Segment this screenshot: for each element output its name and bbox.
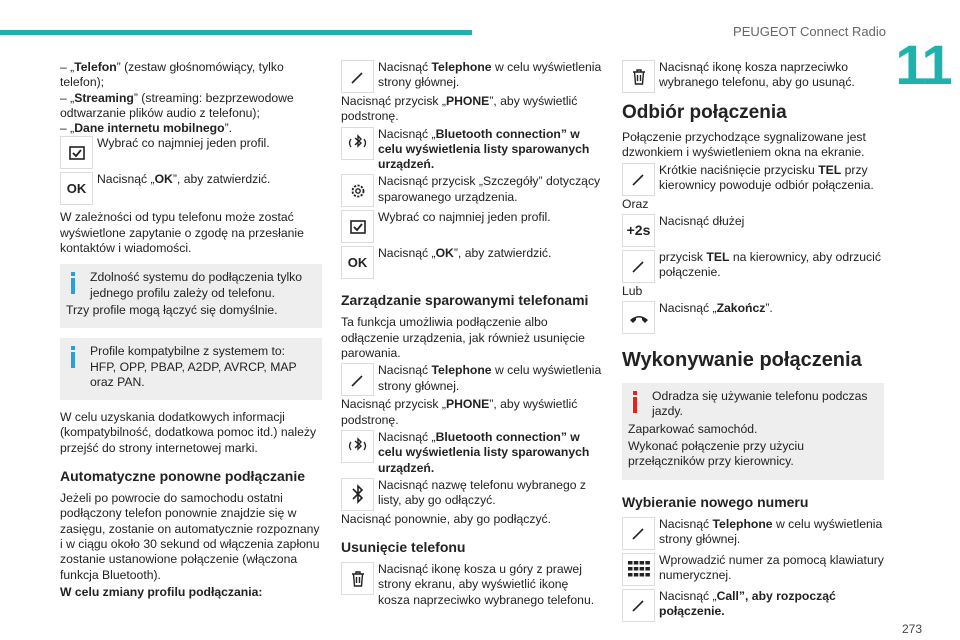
bluetooth-signal-icon <box>341 127 374 160</box>
trash-icon <box>341 562 374 595</box>
step-select-profile-2: Wybrać co najmniej jeden profil. <box>341 210 603 244</box>
pen-icon <box>622 517 655 550</box>
trash-icon <box>622 60 655 93</box>
oraz-label: Oraz <box>622 196 649 211</box>
step-tel-reject: przycisk TEL na kierownicy, aby odrzucić połączenie. <box>622 250 884 281</box>
receive-call-text: Połączenie przychodzące sygnalizowane jest dzwonkiem i wyświetleniem okna na ekranie. <box>622 130 866 160</box>
section-heading-manage-paired: Zarządzanie sparowanymi telefonami <box>341 292 589 309</box>
checklist-icon <box>341 210 374 243</box>
step-details: Nacisnąć przycisk „Szczegóły” dotyczący sparowanego urządzenia. <box>341 174 603 208</box>
profile-bullet-dane: – „Dane internetu mobilnego”. <box>60 121 233 136</box>
warning-note-driving: Odradza się używanie telefonu podczas jazdy. Zaparkować samochód. Wykonać połączenie przy użyciu przełączników przy kierownicy. <box>622 383 884 479</box>
manage-paired-text: Ta funkcja umożliwia podłączenie albo odłączenie urządzenia, jak również usunięcie parowania. <box>341 315 585 361</box>
step-telephone: Nacisnąć Telephone w celu wyświetlenia strony głównej. <box>341 60 603 91</box>
warning-icon <box>630 391 640 415</box>
ok-icon: OK <box>60 172 93 205</box>
chapter-number: 11 <box>886 35 960 95</box>
info-note-profiles: Zdolność systemu do podłączenia tylko jednego profilu zależy od telefonu. Trzy profile mogą łączyć się domyślnie. <box>60 264 322 328</box>
column-1 <box>60 60 322 602</box>
pen-icon <box>341 60 374 93</box>
section-heading-dial-number: Wybieranie nowego numeru <box>622 493 809 510</box>
column-2: Nacisnąć Telephone w celu wyświetlenia strony głównej. Nacisnąć przycisk „PHONE”, aby wyświetlić podstronę. Nacisnąć „Bluetooth connection” w celu wyświetlenia listy sparowanych urządzeń. Nacisnąć przycisk „Szczegóły” dotyczący sparowanego urządzenia. Wybrać co najmniej jeden profil. OK Nacisnąć „OK”, aby zatwierdzić. Zarządzanie sparowanymi telefonami Ta funkcja umożliwia podłączenie albo odłączenie urządzenia, jak również usunięcie parowania. Nacisnąć Telephone w celu wyświetlenia strony głównej. Nacisnąć przycisk „PHONE”, aby wyświetlić podstronę. Nacisnąć „Bluetooth connection” w celu wyświetlenia listy sparowanych urządzeń. Nacisnąć nazwę telefonu wybranego z listy, aby go odłączyć. Nacisnąć ponownie, aby go podłączyć. Usunięcie telefonu Nacisnąć ikonę kosza u góry z prawej strony ekranu, aby wyświetlić ikonę kosza naprzeciwko wybranego telefonu. <box>341 60 602 607</box>
step-keypad: Wprowadzić numer za pomocą klawiatury numerycznej. <box>622 553 884 587</box>
section-heading-delete-phone: Usunięcie telefonu <box>341 539 466 556</box>
step-select-profile: Wybrać co najmniej jeden profil. <box>60 136 322 170</box>
auto-reconnect-text: Jeżeli po powrocie do samochodu ostatni podłączony telefon ponownie znajdzie się w zasięgu, zostanie on automatycznie rozpoznany i w ciągu około 30 sekund od włączenia zapłonu zostanie ustanowione połączenie (włączona funkcja Bluetooth). <box>60 491 320 582</box>
step-bluetooth-connection: Nacisnąć „Bluetooth connection” w celu wyświetlenia listy sparowanych urządzeń. <box>341 127 603 173</box>
info-icon <box>68 346 78 370</box>
step-telephone-2: Nacisnąć Telephone w celu wyświetlenia strony głównej. <box>341 363 603 394</box>
step-call: Nacisnąć „Call”, aby rozpocząć połączenie. <box>622 589 884 623</box>
keypad-icon <box>622 553 655 586</box>
page-number: 273 <box>901 622 922 636</box>
step-telephone-3: Nacisnąć Telephone w celu wyświetlenia strony głównej. <box>622 517 884 551</box>
bluetooth-signal-icon <box>341 430 374 463</box>
section-heading-make-call: Wykonywanie połączenia <box>622 349 862 372</box>
step-confirm-ok: OK Nacisnąć „OK”, aby zatwierdzić. <box>60 172 322 206</box>
pen-icon <box>622 250 655 283</box>
more-info-text: W celu uzyskania dodatkowych informacji (kompatybilność, dodatkowa pomoc itd.) należy przejść do strony internetowej marki. <box>60 410 317 455</box>
step-trash-phone: Nacisnąć ikonę kosza naprzeciwko wybranego telefonu, aby go usunąć. <box>622 60 884 94</box>
pen-icon <box>622 589 655 622</box>
step-trash-top: Nacisnąć ikonę kosza u góry z prawej strony ekranu, aby wyświetlić ikonę kosza naprzeciwko wybranego telefonu. <box>341 562 603 608</box>
step-tel-short-press: Krótkie naciśnięcie przycisku TEL przy kierownicy powoduje odbiór połączenia. <box>622 163 884 194</box>
info-note-compatible: Profile kompatybilne z systemem to: HFP, OPP, PBAP, A2DP, AVRCP, MAP oraz PAN. <box>60 338 322 400</box>
step-end-call: Nacisnąć „Zakończ”. <box>622 301 884 335</box>
profile-bullet-streaming: – „Streaming” (streaming: bezprzewodowe odtwarzanie plików audio z telefonu); <box>60 90 294 120</box>
checklist-icon <box>60 136 93 169</box>
contacts-consent-text: W zależności od typu telefonu może zostać wyświetlone zapytanie o zgodę na przesłanie kontaktów i wiadomości. <box>60 210 304 256</box>
hang-up-icon <box>622 301 655 334</box>
gear-icon <box>341 174 374 207</box>
header-accent-rule <box>0 30 472 35</box>
section-heading-receive-call: Odbiór połączenia <box>622 102 787 123</box>
profile-bullet-telefon: – „Telefon” (zestaw głośnomówiący, tylko telefon); <box>60 60 284 90</box>
pen-icon <box>622 163 655 196</box>
header-title: PEUGEOT Connect Radio <box>733 24 886 39</box>
step-select-phone-name: Nacisnąć nazwę telefonu wybranego z listy, aby go odłączyć. <box>341 478 603 509</box>
info-icon <box>68 272 78 296</box>
column-3 <box>622 60 884 625</box>
bluetooth-icon <box>341 478 374 511</box>
ok-icon: OK <box>341 246 374 279</box>
long-press-2s-icon: + 2s <box>622 214 655 247</box>
pen-icon <box>341 363 374 396</box>
step-long-press: + 2s Nacisnąć dłużej <box>622 214 884 248</box>
lub-label: Lub <box>622 283 643 298</box>
section-heading-auto-reconnect: Automatyczne ponowne podłączanie <box>60 468 306 485</box>
step-confirm-ok-2: OK Nacisnąć „OK”, aby zatwierdzić. <box>341 246 603 280</box>
change-profile-lead: W celu zmiany profilu podłączania: <box>60 584 263 599</box>
step-bluetooth-connection-2: Nacisnąć „Bluetooth connection” w celu wyświetlenia listy sparowanych urządzeń. <box>341 430 603 476</box>
